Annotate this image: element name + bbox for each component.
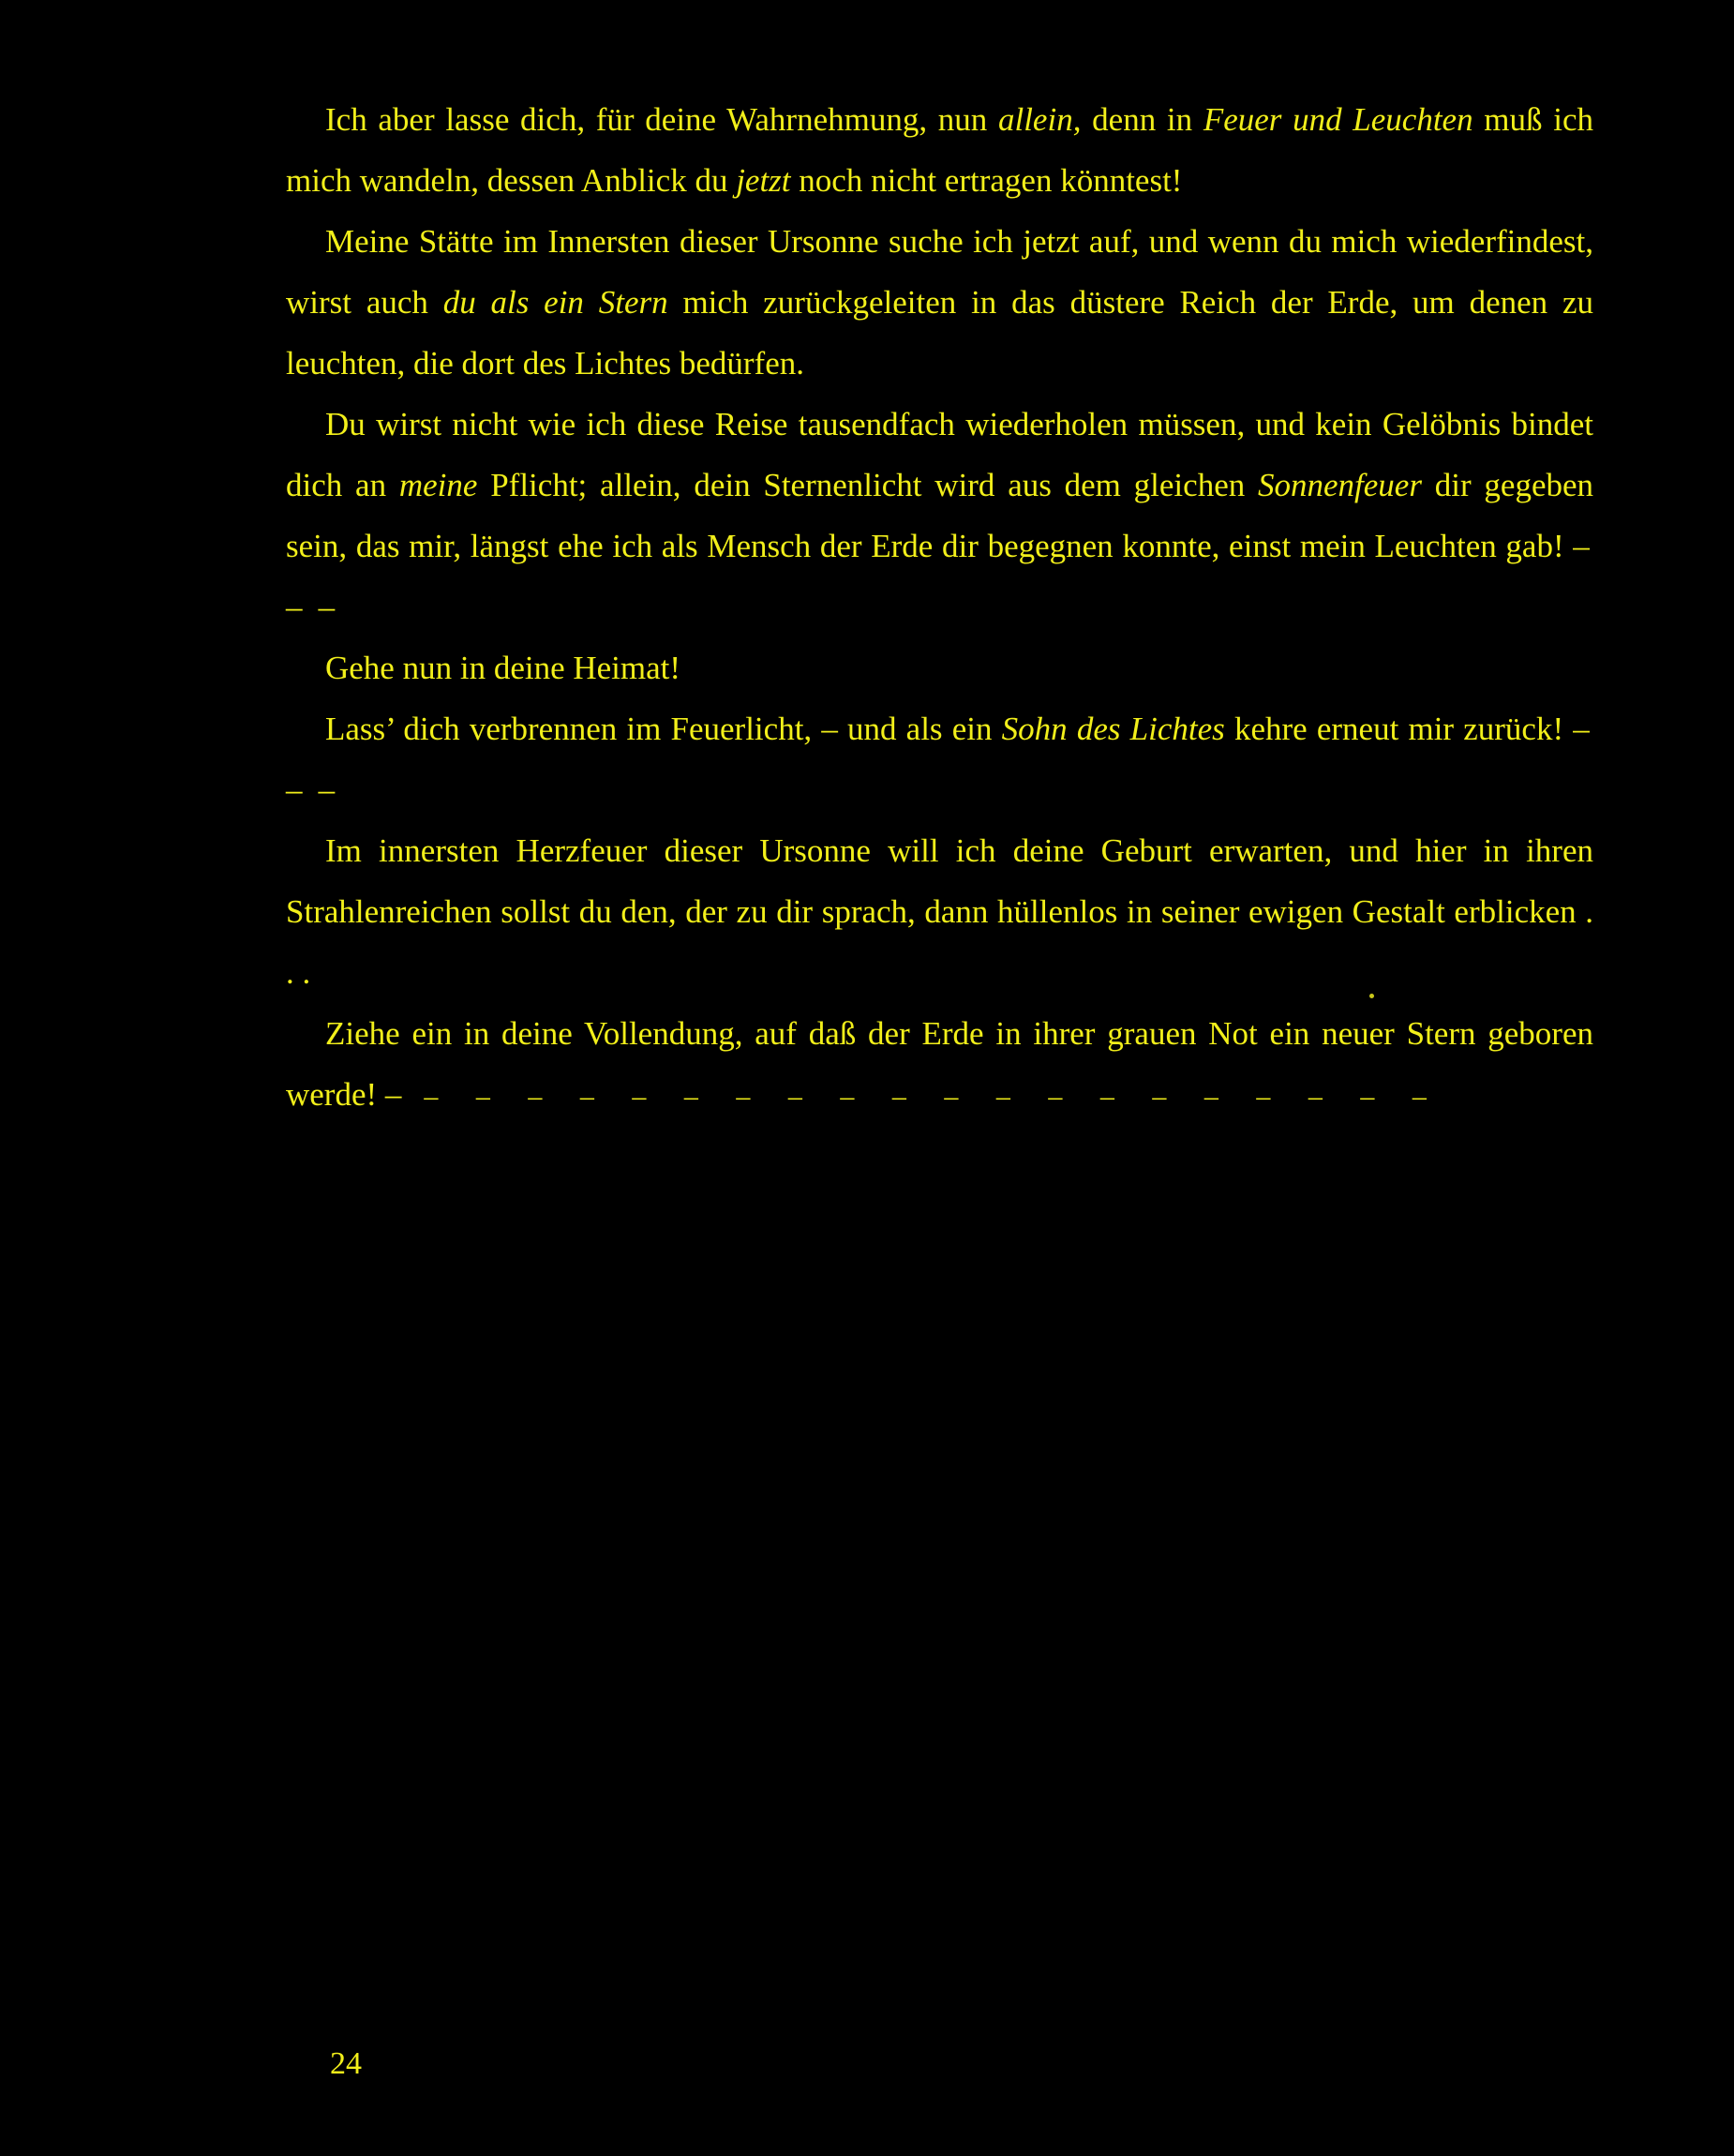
text-run: Pflicht; allein, dein Sternenlicht wird aus dem gleichen: [477, 467, 1259, 503]
paragraph-4: [286, 637, 1593, 698]
text-run: Im innersten Herzfeuer dieser Ursonne will ich deine Geburt erwarten, und hier in ihren Strahlenreichen sollst du den, der zu dir sprach, dann hüllenlos in seiner ewigen Gestalt erblicken . . .: [286, 832, 1593, 991]
text-run: Meine Stätte im Innersten dieser Ursonne suche ich jetzt auf, und wenn du mich wiederfindest, wirst auch: [286, 223, 1593, 321]
em-dash-run: – – –: [286, 528, 1593, 625]
paragraph-1: [286, 89, 1593, 211]
text-run: Du wirst nicht wie ich diese Reise tausendfach wiederholen müssen, und kein Gelöbnis bindet dich an: [286, 406, 1593, 503]
text-run: denn in: [1081, 101, 1203, 138]
body-text-column: [286, 89, 1593, 1127]
text-run: Ziehe ein in deine Vollendung, auf daß der Erde in ihrer grauen Not ein neuer Stern geboren werde! –: [286, 1015, 1593, 1113]
text-run-italic: Sohn des Lichtes: [1001, 711, 1225, 747]
text-run: mich zurückgeleiten in das düstere Reich der Erde, um denen zu leuchten, die dort des Lichtes bedürfen.: [286, 284, 1593, 382]
text-run: Ich aber lasse dich, für deine Wahrnehmung, nun: [325, 101, 998, 138]
paragraph-5: [286, 698, 1593, 820]
stray-ink-mark: [1369, 994, 1374, 998]
paragraph-7: [286, 1003, 1593, 1127]
text-run-italic: allein,: [997, 101, 1082, 138]
text-run-italic: jetzt: [736, 162, 791, 199]
text-run-italic: meine: [398, 467, 478, 503]
text-run: muß ich mich wandeln, dessen Anblick du: [286, 101, 1593, 199]
em-dash-rule-run: – – – – – – – – – – – – – – – – – – – –: [401, 1081, 1443, 1112]
text-run: dir gegeben sein, das mir, längst ehe ich als Mensch der Erde dir begegnen konnte, einst mein Leuchten gab!: [286, 467, 1594, 564]
text-run-italic: du als ein Stern: [442, 284, 668, 321]
text-run: kehre erneut mir zurück!: [1224, 711, 1574, 747]
text-run-italic: Sonnenfeuer: [1258, 467, 1422, 503]
text-run: Lass’ dich verbrennen im Feuerlicht, – und als ein: [325, 711, 1002, 747]
page-number: 24: [330, 2046, 362, 2081]
em-dash-run: – – –: [286, 711, 1593, 808]
paragraph-6: [286, 820, 1593, 1003]
paragraph-2: [286, 211, 1593, 394]
text-run-italic: Feuer und Leuchten: [1203, 101, 1473, 138]
paragraph-3: [286, 394, 1593, 637]
text-run: Gehe nun in deine Heimat!: [325, 650, 681, 686]
text-run: noch nicht ertragen könntest!: [790, 162, 1183, 199]
